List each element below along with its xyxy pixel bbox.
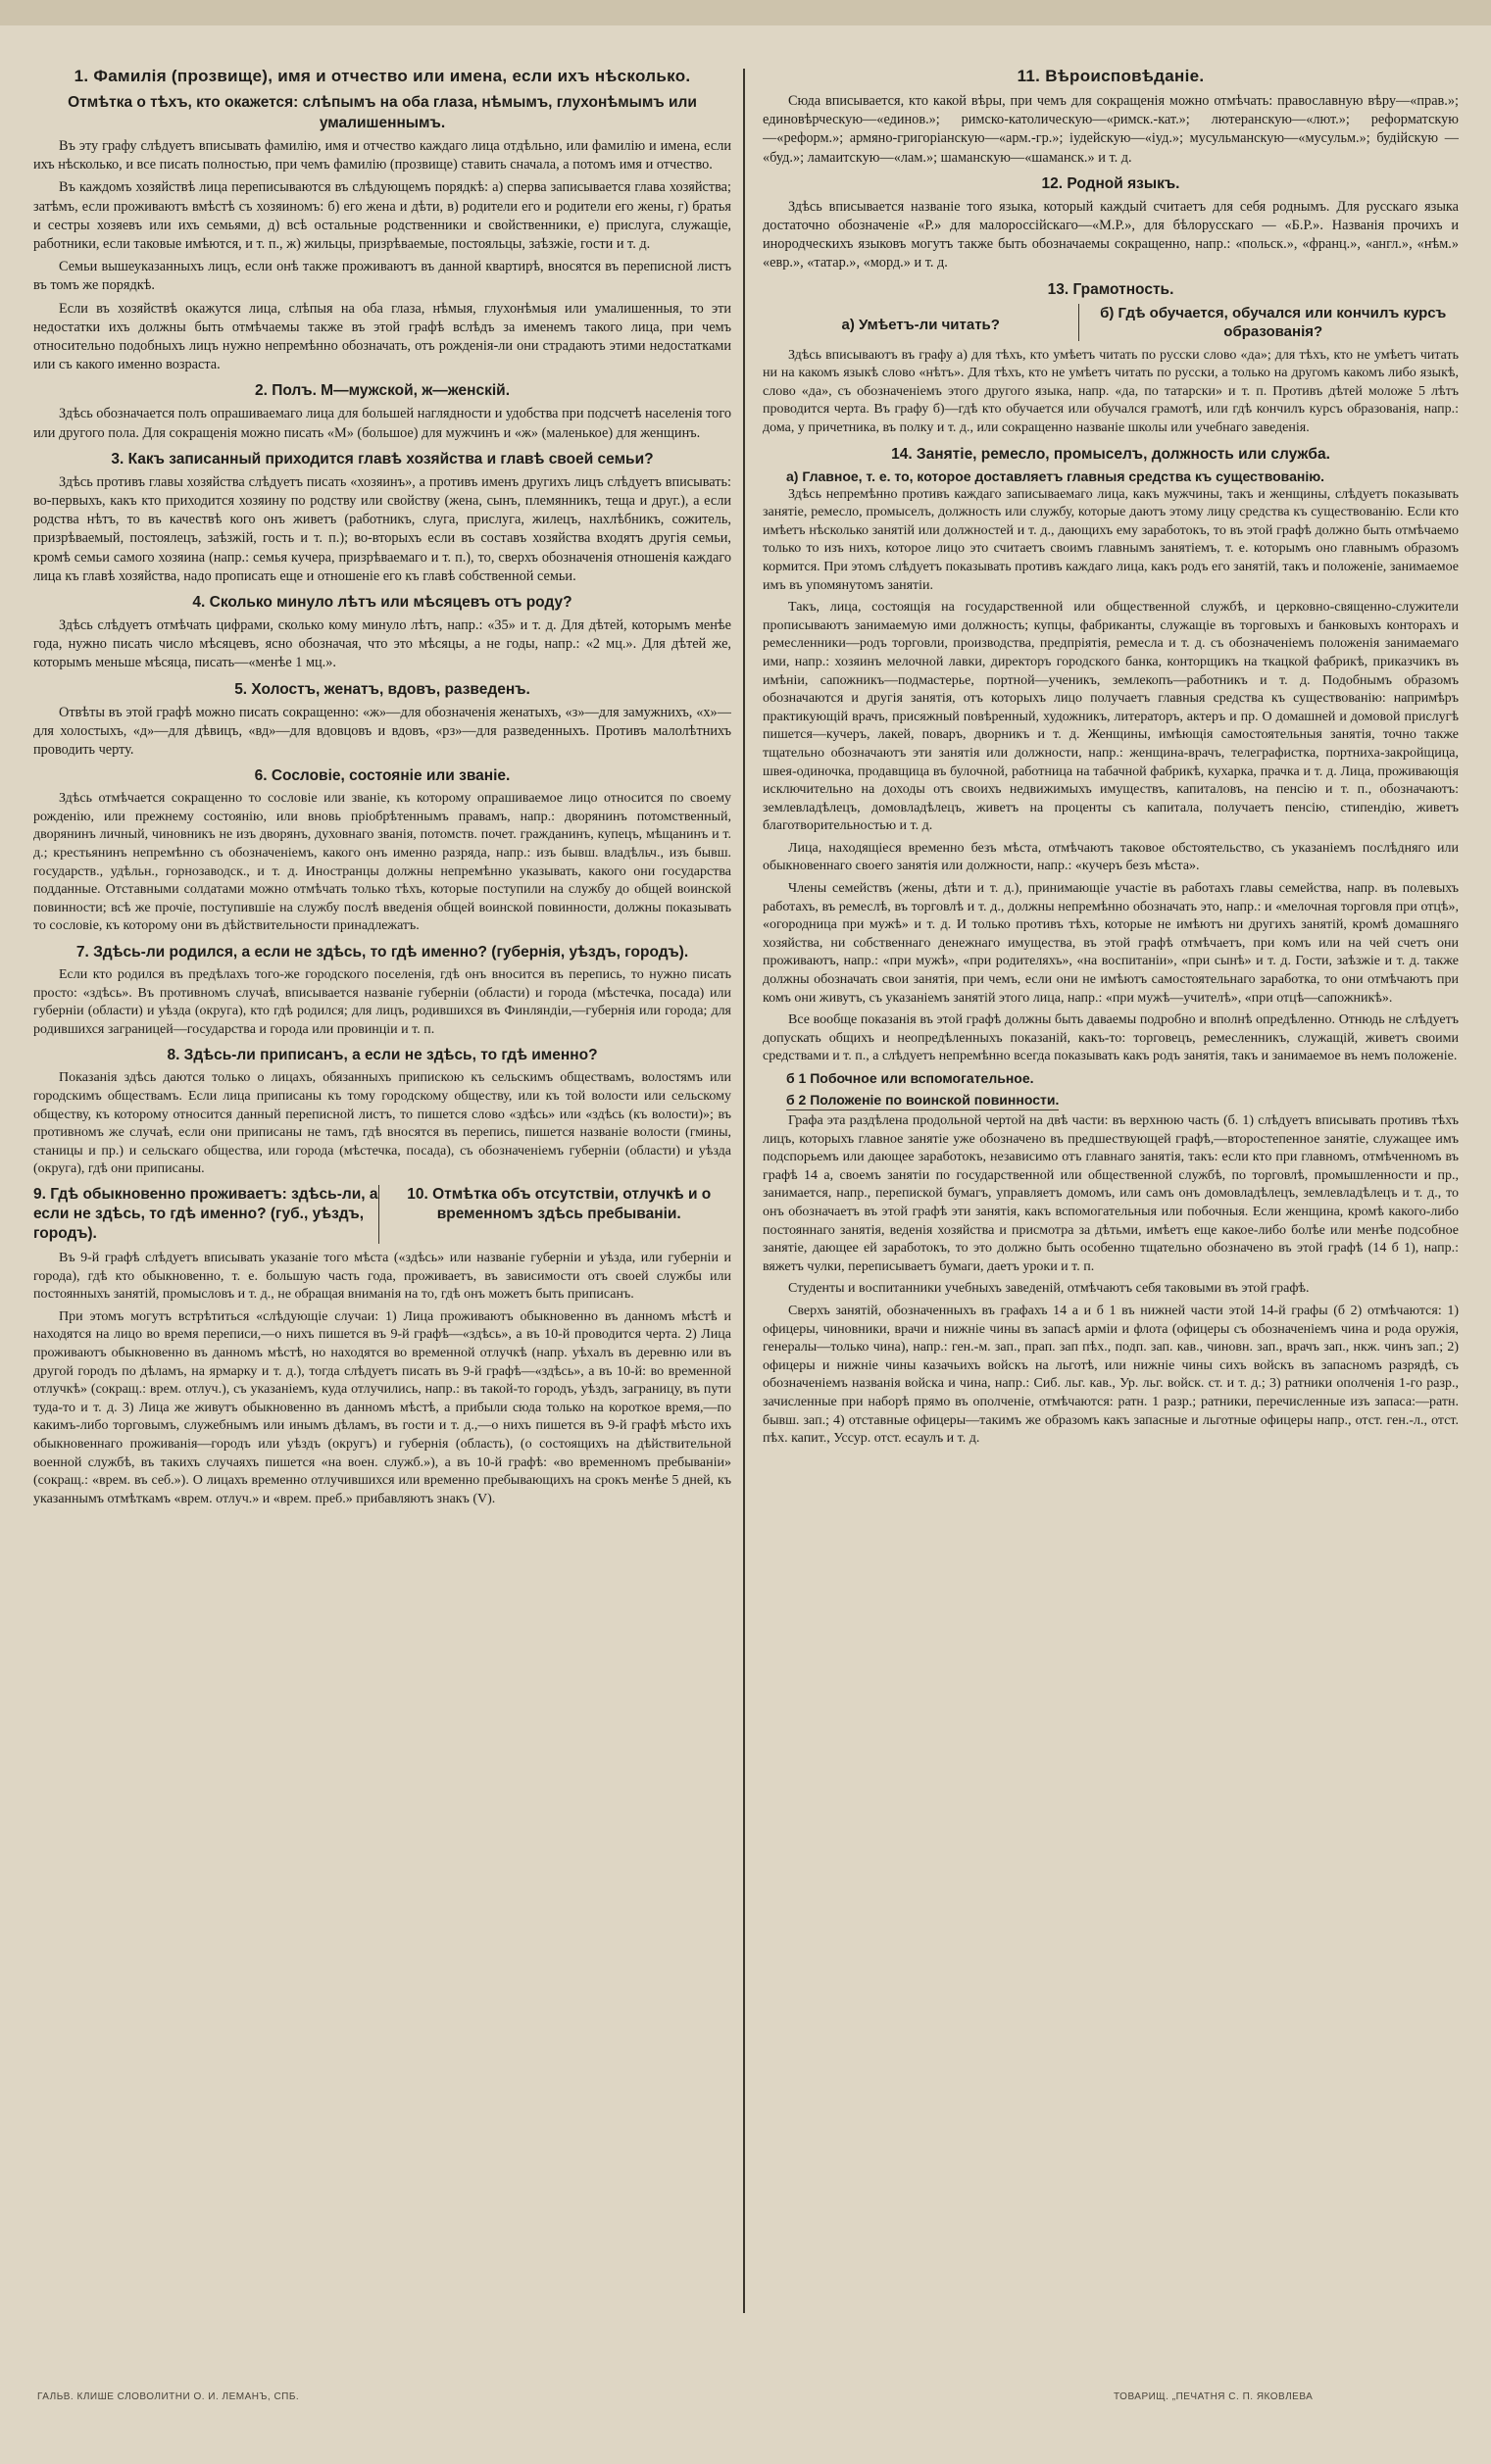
section-14-paragraph: Все вообще показанія въ этой графѣ должны быть даваемы подробно и вполнѣ опредѣленно. Отнюдь не слѣдуетъ допускать общихъ и неопредѣленныхъ показаній, какъ-то: торговецъ, ремесленникъ, служащій, живетъ своими средствами и т. п., а слѣдуетъ непремѣнно всегда показывать какъ родъ занятія, такъ и занимаемое въ немъ положеніе. xyxy=(763,1012,1459,1064)
left-column xyxy=(33,61,731,2370)
section-6-paragraph: Здѣсь отмѣчается сокращенно то сословіе или званіе, къ которому опрашиваемое лицо относится по своему рожденію, или прежнему состоянію, или вновь пріобрѣтеннымъ правамъ, напр.: дворянинъ потомственный, дворянинъ личный, чиновникъ не изъ дворянъ, духовнаго званія, потомств. почет. гражданинъ, купецъ, мѣщанинъ и т. д.; крестьянинъ непремѣнно съ обозначеніемъ, какого онъ именно разряда, напр.: изъ бывш. владѣльч., изъ бывш. государств., удѣльн., горнозаводск., и т. д. Иностранцы должны непремѣнно указывать, какого они государства подданные. Отставными солдатами можно отмѣчать только тѣхъ, которые поступили на службу до общей воинской повинности; всѣ же прочіе, поступившіе на службу послѣ введенія общей воинской повинности, должны показывать то сословіе, къ которому они въ дѣйствительности принадлежатъ. xyxy=(33,791,731,934)
section-14-paragraph: Графа эта раздѣлена продольной чертой на двѣ части: въ верхнюю часть (б. 1) слѣдуетъ вписывать противъ тѣхъ лицъ, которыхъ главное занятіе уже обозначено въ предшествующей графѣ,—второстепенное занятіе, служащее имъ подспорьемъ или дающее заработокъ, независимо отъ главнаго занятія, такъ: если кто при главномъ, отмѣченномъ въ графѣ 14 а, своемъ занятіи по государственной или общественной службѣ, по торговлѣ, промышленности и пр., занимается, напр., перепиской бумагъ, управляетъ домомъ, или самъ онъ домовладѣлецъ, землевладѣлецъ и т. д., то онъ обозначаетъ въ этой графѣ эти занятія, какъ вспомогательныя или побочныя. Если женщина, кромѣ какого-либо постояннаго занятія, веденія хозяйства и присмотра за дѣтьми, имѣетъ еще какое-либо болѣе или менѣе подсобное занятіе, дающее ей заработокъ, то это должно быть особенно тщательно обозначено въ этой графѣ (14 б 1), напр.: вяжетъ чулки, переписываетъ бумаги, даетъ уроки и т. п. xyxy=(763,1113,1459,1274)
section-1-paragraph: Семьи вышеуказанныхъ лицъ, если онѣ также проживаютъ въ данной квартирѣ, вносятся въ переписной листъ въ томъ же порядкѣ. xyxy=(33,259,731,294)
page-top-edge xyxy=(0,0,1491,25)
section-1-title: 1. Фамилія (прозвище), имя и отчество или имена, если ихъ нѣсколько. xyxy=(74,67,691,85)
section-14-paragraph: Сверхъ занятій, обозначенныхъ въ графахъ 14 а и б 1 въ нижней части этой 14-й графы (б 2) отмѣчаются: 1) офицеры, чиновники, врачи и нижніе чины въ запасѣ арміи и флота (офицеры съ обозначеніемъ чина и рода оружія, генералы—только чина), напр.: ген.-м. зап., прап. зап пѣх., подп. зап. кав., чиновн. зап., врачъ зап., нкж. чинъ зап.; 2) офицеры и нижніе чины казачьихъ войскъ на льготѣ, или нижніе чины сихъ войскъ въ запасномъ разрядѣ, съ обозначеніемъ названія войска и чина, напр.: Сиб. льг. кав., Ур. льг. войск. ст. и т. д.; 3) ратники ополченія 1-го разр., зачисленные при наборѣ прямо въ ополченіе, отмѣчаются: ратн. 1 разр.; ратники, перечисленные изъ запаса:—ратн. бывш. зап.; 4) отставные офицеры—такимъ же образомъ какъ запасные и льготные офицеры напр., отст. ген.-л., отст. пѣх. капит., Уссур. отст. есаулъ и т. д. xyxy=(763,1303,1459,1447)
section-14-a-subtitle: а) Главное, т. е. то, которое доставляетъ главныя средства къ существованію. xyxy=(786,468,1325,484)
section-14-b2-subtitle: б 2 Положеніе по воинской повинности. xyxy=(786,1092,1059,1110)
section-9-paragraph: При этомъ могутъ встрѣтиться «слѣдующіе случаи: 1) Лица проживаютъ обыкновенно въ данномъ мѣстѣ и находятся на лицо во время переписи,—о нихъ пишется въ 9-й графѣ—«здѣсь», а въ 10-й проводится черта. 2) Лица проживаютъ обыкновенно въ данномъ мѣстѣ, но находятся во временной отлучкѣ (напр. уѣхалъ въ деревню или въ другой городъ по дѣламъ, на ярмарку и т. д.), тогда слѣдуетъ писать въ 9-й графѣ—«здѣсь», а въ 10-й: во временной отлучкѣ» (сокращ.: врем. отлуч.), съ указаніемъ, куда отлучились, напр.: въ такой-то городъ, уѣздъ, заграницу, въ пути туда-то и т. д. 3) Лица же живутъ обыкновенно въ данномъ мѣстѣ, а прибыли сюда только на короткое время,—по какимъ-либо торговымъ, служебнымъ или инымъ дѣламъ, въ гости и т. д.,—о нихъ пишется въ 9-й графѣ мѣсто ихъ обыкновеннаго проживанія—городъ или уѣздъ (округъ) и губернія (область), (о состоящихъ на дѣйствительной военной службѣ, въ такихъ случаяхъ пишется «на воен. служб.»), а въ 10-й графѣ: «во временномъ пребываніи» (сокращ.: «врем. въ себ.»). О лицахъ временно отлучившихся или временно пребывающихъ на срокъ менѣе 5 дней, къ указаннымъ отмѣткамъ «врем. отлуч.» и «врем. преб.» прибавляютъ знакъ (V). xyxy=(33,1308,731,1506)
section-14-paragraph: Здѣсь непремѣнно противъ каждаго записываемаго лица, какъ мужчины, такъ и женщины, слѣдуетъ показывать занятіе, ремесло, промыселъ, должность или службу, которые даютъ этому лицу средства къ существованію. Если кто имѣетъ нѣсколько занятій или должностей и т. д., дающихъ ему заработокъ, то въ этой графѣ должно быть отмѣчаемо только то изъ нихъ, которое лицо это считаетъ своимъ главнымъ занятіемъ, т. е. которымъ оно главнымъ образомъ кормится. При этомъ слѣдуетъ показывать противъ каждаго лица, какъ родъ его занятій, такъ и положеніе, занимаемое имъ въ упомянутомъ занятіи. xyxy=(763,486,1459,593)
section-14-paragraph: Студенты и воспитанники учебныхъ заведеній, отмѣчаютъ себя таковыми въ этой графѣ. xyxy=(788,1281,1310,1297)
section-14-paragraph: Такъ, лица, состоящія на государственной или общественной службѣ, и церковно-священно-служители прописываютъ занимаемую ими должность; купцы, фабриканты, служащіе въ торговыхъ и банковыхъ конторахъ и ремесленники—родъ торговли, производства, предпріятія, ремесла и т. д. съ обозначеніемъ положенія занимаемаго ими, напр.: хозяинъ мелочной лавки, директоръ городского банка, конторщикъ на ткацкой фабрикѣ, приказчикъ въ имѣніи, сапожникъ—подмастерье, портной—ученикъ, землекопъ—работникъ и т. д. Подобнымъ образомъ обозначаются и другія занятія, отъ которыхъ лицо получаетъ главныя средства къ существованію: напримѣръ практикующій врачъ, присяжный повѣренный, художникъ, литераторъ, актеръ и пр. О домашней и домовой прислугѣ пишется—кучеръ, лакей, поваръ, дворникъ и т. д. Женщины, имѣющія самостоятельныя занятія, точно также тщательно обозначаютъ эти занятія или должности, напр.: женщина-врачъ, телеграфистка, портниха-закройщица, швея-одиночка, продавщица въ булочной, работница на табачной фабрикѣ, кухарка, прачка и т. д. Лица, проживающія исключительно на доходы отъ своихъ недвижимыхъ имуществъ, капиталовъ, на пенсію и т. п., обозначаютъ: землевладѣлецъ, домовладѣлецъ, живетъ на проценты съ капитала, получаетъ пенсію, стипендію, живетъ благотворительностью и т. д. xyxy=(763,600,1459,834)
section-5-title: 5. Холостъ, женатъ, вдовъ, разведенъ. xyxy=(234,680,530,698)
printer-credit-right: ТОВАРИЩ. „ПЕЧАТНЯ С. П. ЯКОВЛЕВА xyxy=(1114,2391,1314,2402)
section-3-paragraph: Здѣсь противъ главы хозяйства слѣдуетъ писать «хозяинъ», а противъ именъ другихъ лицъ слѣдуетъ вписывать: во-первыхъ, какъ кто приходится хозяину по родству или свойству (жена, сынъ, племянникъ, теща и друг.), а если родства нѣтъ, то въ качествѣ кого онъ живетъ (работникъ, слуга, прислуга, жилецъ, нахлѣбникъ, сожитель, призрѣваемый, постоялецъ, заѣзжій, гость и т. п.); во-вторыхъ если въ составъ хозяйства входятъ другія семьи, кромѣ семьи самого хозяина (напр.: семья кучера, призрѣваемаго и т. п.), то, сверхъ обозначенія отношенія каждаго лица къ главѣ хозяйства, надо прописать еще и отношеніе его къ главѣ собственной семьи. xyxy=(33,473,731,584)
printer-credit-left: ГАЛЬВ. КЛИШЕ СЛОВОЛИТНИ О. И. ЛЕМАНЪ, СПБ. xyxy=(37,2391,300,2402)
section-11-paragraph: Сюда вписывается, кто какой вѣры, при чемъ для сокращенія можно отмѣчать: православную вѣру—«прав.»; единовѣрческую—«единов.»; римско-католическую—«римск.-кат.»; лютеранскую—«лют.»; реформатскую—«реформ.»; армяно-григоріанскую—«арм.-гр.»; іудейскую—«іуд.»; мусульманскую—«мусульм.»; будійскую — «буд.»; ламаитскую—«лам.»; шаманскую—«шаманск.» и т. д. xyxy=(763,93,1459,166)
section-1-paragraph: Въ каждомъ хозяйствѣ лица переписываются въ слѣдующемъ порядкѣ: а) сперва записывается глава хозяйства; затѣмъ, если проживаютъ вмѣстѣ съ хозяиномъ: б) его жена и дѣти, в) родители его и родители его жены, г) братья и сестры хозяевъ или ихъ семьями, д) всѣ остальные родственники и свойственники, е) прислуга, служащіе, работники, если таковые имѣются, и т. п., ж) жильцы, призрѣваемые, постояльцы, заѣзжіе, гости и т. д. xyxy=(33,179,731,253)
column-divider xyxy=(743,69,745,2313)
section-10-title: 10. Отмѣтка объ отсутствіи, отлучкѣ и о временномъ здѣсь пребываніи. xyxy=(378,1185,732,1244)
section-14-paragraph: Члены семействъ (жены, дѣти и т. д.), принимающіе участіе въ работахъ главы семейства, напр. въ полевыхъ работахъ, въ ремеслѣ, въ торговлѣ и т. д., должны непремѣнно обозначать это, напр.: и «мелочная торговля при отцѣ», «огородница при мужѣ» и т. д. И только противъ тѣхъ, которые не имѣютъ ни другихъ занятій, кромѣ домашняго хозяйства, ни собственнаго денежнаго имущества, въ этой графѣ отмѣчаетъ, при комъ или на чей счетъ они проживаютъ, напр.: «при мужѣ», «при родителяхъ», «на воспитаніи», «при сынѣ» и т. д. Гости, заѣзжіе и т. д. также должны обозначать свои занятія, при чемъ, если они не имѣютъ самостоятельнаго заработка, то они отмѣчаютъ при комъ они живутъ, съ указаніемъ занятій этого лица, напр.: «при мужѣ—учителѣ», «при отцѣ—сапожникѣ». xyxy=(763,881,1459,1006)
section-2-paragraph: Здѣсь обозначается полъ опрашиваемаго лица для большей наглядности и удобства при подсчетѣ населенія того или другого пола. Для сокращенія можно писать «М» (большое) для мужчинъ и «ж» (маленькое) для женщинъ. xyxy=(33,406,731,441)
section-1-paragraph: Если въ хозяйствѣ окажутся лица, слѣпыя на оба глаза, нѣмыя, глухонѣмыя или умалишенныя, то эти недостатки ихъ должны быть отмѣчаемы также въ этой графѣ вслѣдъ за именемъ такого лица, при чемъ относительно подобныхъ лицъ нужно непремѣнно обозначать, отъ рожденія-ли они страдаютъ этими недостатками или съ какого именно возраста. xyxy=(33,300,731,373)
section-12-paragraph: Здѣсь вписывается названіе того языка, который каждый считаетъ для себя роднымъ. Для русскаго языка достаточно обозначеніе «Р.» для малороссійскаго—«М.Р.», для бѣлорусскаго — «Б.Р.». Названія прочихъ и инородческихъ языковъ могутъ также быть обозначаемы сокращенно, напр.: «польск.», «франц.», «англ.», «нѣм.» «евр.», «татар.», «морд.» и т. д. xyxy=(763,198,1459,271)
section-1-paragraph: Въ эту графу слѣдуетъ вписывать фамилію, имя и отчество каждаго лица отдѣльно, или фамилію и имена, если ихъ нѣсколько, и все писать полностью, при чемъ фамилію (прозвище) ставить сначала, а потомъ имя и отчество. xyxy=(33,138,731,173)
section-7-paragraph: Если кто родился въ предѣлахъ того-же городского поселенія, гдѣ онъ вносится въ перепись, то нужно писать просто: «здѣсь». Въ противномъ случаѣ, вписывается названіе губерніи (области) и города (мѣстечка, посада) или губерніи (области) и уѣзда (округа), кто гдѣ родился; для лицъ, родившихся въ Финляндіи,—губернія или города; для родившихся заграницей—государства и города или провинціи и т. п. xyxy=(33,967,731,1037)
section-4-title: 4. Сколько минуло лѣтъ или мѣсяцевъ отъ роду? xyxy=(192,594,572,612)
section-11-title: 11. Вѣроисповѣданіе. xyxy=(1017,67,1205,85)
section-13-paragraph: Здѣсь вписываютъ въ графу а) для тѣхъ, кто умѣетъ читать по русски слово «да»; для тѣхъ, кто не умѣетъ читать ни на какомъ языкѣ слово «нѣтъ». Для тѣхъ, кто не умѣетъ читать по русски, а только на другомъ какомъ либо языкѣ, слово «да», съ обозначеніемъ этого другого языка, напр. «да, по татарски» и т. п. Противъ дѣтей моложе 5 лѣтъ проводится черта. Въ графу б)—гдѣ кто обучается или обучался грамотѣ, или гдѣ кончилъ курсъ образованія, напр.: дома, у причетника, въ полку и т. д., или сокращенно названіе школы или учебнаго заведенія. xyxy=(763,347,1459,435)
section-5-paragraph: Отвѣты въ этой графѣ можно писать сокращенно: «ж»—для обозначенія женатыхъ, «з»—для замужнихъ, «х»—для холостыхъ, «д»—для дѣвицъ, «вд»—для вдовцовъ и вдовъ, «рз»—для разведенныхъ. Противъ малолѣтнихъ проводить черту. xyxy=(33,704,731,759)
section-8-title: 8. Здѣсь-ли приписанъ, а если не здѣсь, то гдѣ именно? xyxy=(167,1047,598,1064)
section-9-title: 9. Гдѣ обыкновенно проживаетъ: здѣсь-ли, а если не здѣсь, то гдѣ именно? (губ., уѣздъ, городъ). xyxy=(33,1185,378,1242)
section-13-subheaders xyxy=(763,304,1459,341)
section-14-b1-subtitle: б 1 Побочное или вспомогательное. xyxy=(786,1070,1034,1086)
section-3-title: 3. Какъ записанный приходится главѣ хозяйства и главѣ своей семьи? xyxy=(111,450,654,468)
section-14-title: 14. Занятіе, ремесло, промыселъ, должность или служба. xyxy=(891,445,1330,463)
section-9-paragraph: Въ 9-й графѣ слѣдуетъ вписывать указаніе того мѣста («здѣсь» или названіе губерніи и уѣзда, или губерніи и города), гдѣ кто обыкновенно, т. е. большую часть года, проживаетъ, въ зависимости отъ своей службы или постоянныхъ занятій, промысловъ и т. д., не обращая вниманія на то, гдѣ онъ можетъ быть приписанъ. xyxy=(33,1250,731,1303)
sections-9-10-header xyxy=(33,1185,731,1244)
section-4-paragraph: Здѣсь слѣдуетъ отмѣчать цифрами, сколько кому минуло лѣтъ, напр.: «35» и т. д. Для дѣтей, которымъ менѣе года, нужно писать число мѣсяцевъ, ясно обозначая, что это мѣсяцы, а не годы, напр.: «2 мц.». Для дѣтей же, которымъ меньше мѣсяца, писать—«менѣе 1 мц.». xyxy=(33,617,731,671)
section-6-title: 6. Сословіе, состояніе или званіе. xyxy=(254,767,511,785)
section-13-title: 13. Грамотность. xyxy=(1047,280,1174,298)
section-12-title: 12. Родной языкъ. xyxy=(1041,174,1180,192)
right-column xyxy=(763,61,1459,2370)
section-1-subtitle: Отмѣтка о тѣхъ, кто окажется: слѣпымъ на оба глаза, нѣмымъ, глухонѣмымъ или умалишеннымъ. xyxy=(68,94,697,131)
section-7-title: 7. Здѣсь-ли родился, а если не здѣсь, то гдѣ именно? (губернія, уѣздъ, городъ). xyxy=(75,944,689,961)
section-13-b-title: б) Гдѣ обучается, обучался или кончилъ курсъ образованія? xyxy=(1078,304,1459,341)
section-13-a-title: а) Умѣетъ-ли читать? xyxy=(841,316,1000,333)
section-2-title: 2. Полъ. М—мужской, ж—женскій. xyxy=(254,382,511,400)
section-14-paragraph: Лица, находящіеся временно безъ мѣста, отмѣчаютъ таковое обстоятельство, съ указаніемъ послѣдняго или обыкновеннаго своего занятія или должности, напр.: «кучеръ безъ мѣста». xyxy=(763,840,1459,874)
section-8-paragraph: Показанія здѣсь даются только о лицахъ, обязанныхъ припискою къ сельскимъ обществамъ, волостямъ или городскимъ обществамъ. Если лица приписаны къ тому городскому обществу, или къ той волости или сельскому обществу, къ которому относится данный переписной листъ, то пишется слово «здѣсь» или «здѣсь (къ волости)»; въ противномъ же случаѣ, если они приписаны не тамъ, гдѣ вносятся въ перепись, пишется названіе волости (гмины, станицы и пр.) и сельскаго общества, или города (мѣстечка, посада), съ обозначеніемъ губерніи (области) и уѣзда (округа), гдѣ они приписаны. xyxy=(33,1070,731,1177)
